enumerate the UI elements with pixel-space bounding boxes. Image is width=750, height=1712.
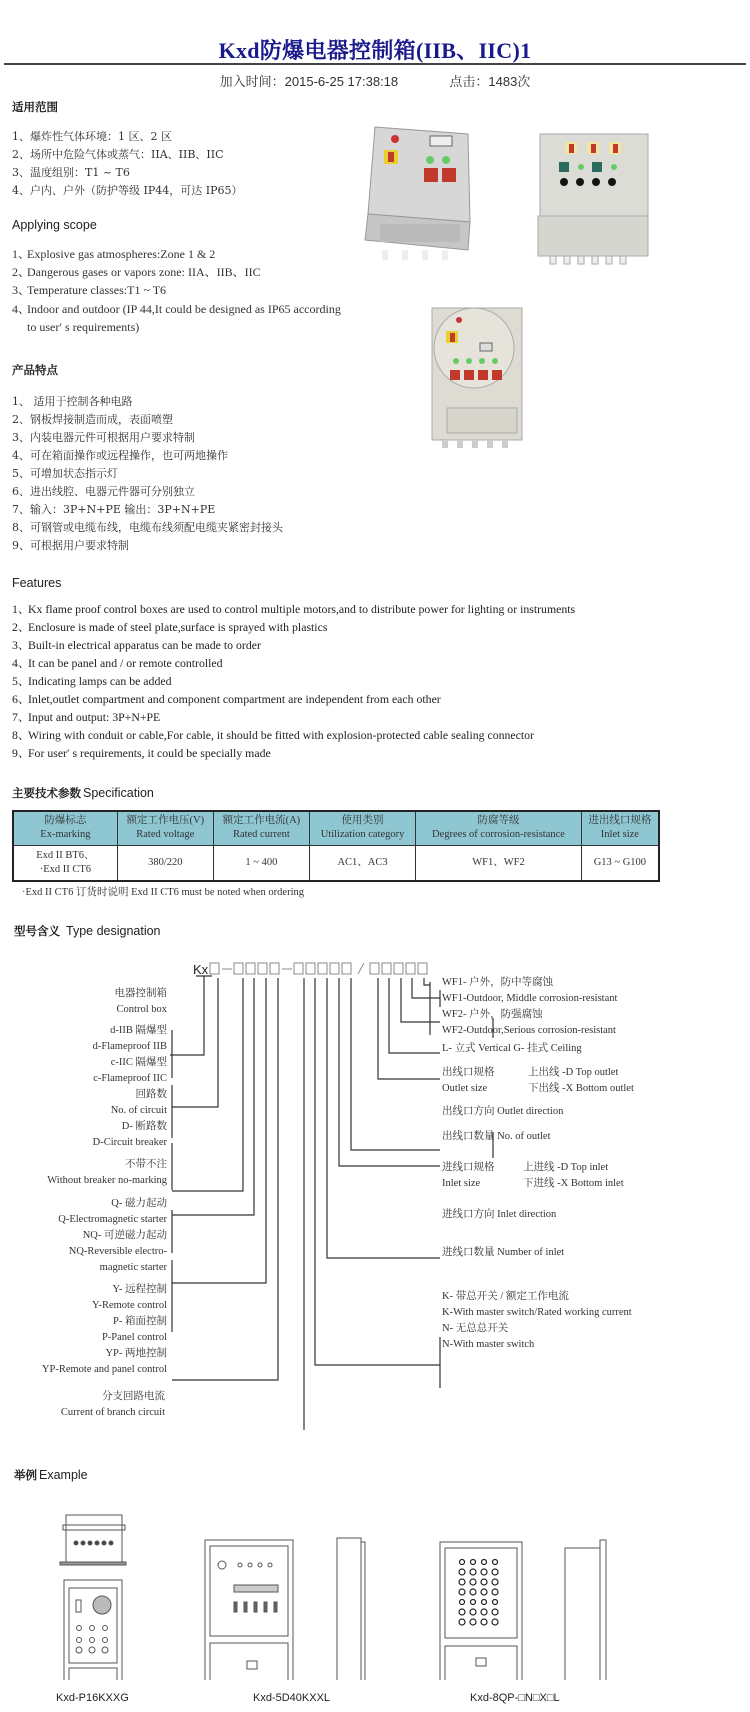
cell-corrosion: WF1、WF2 bbox=[416, 845, 582, 881]
label-flameproof: d-IIB 隔爆型 d-Flameproof IIB c-IIC 隔爆型 c-Flameproof IIC bbox=[92, 1025, 167, 1084]
type-code-boxes bbox=[208, 962, 430, 976]
label-inlet-size: 进线口规格 Inlet size bbox=[442, 1162, 495, 1189]
spec-note: ·Exd II CT6 订货时说明 Exd II CT6 must be noted when ordering bbox=[22, 887, 304, 898]
list-item: 4、 It can be panel and / or remote controlled bbox=[12, 656, 223, 670]
label-control-mode: Y- 远程控制 Y-Remote control P- 箱面控制 P-Panel control YP- 两地控制 YP-Remote and panel control bbox=[41, 1284, 167, 1375]
cell-rated-current: 1 ~ 400 bbox=[213, 845, 309, 881]
list-item: 5、可增加状态指示灯 bbox=[12, 467, 118, 480]
scope-zh-list bbox=[12, 128, 242, 200]
list-item: 9、 For user′ s requirements, it could be specially made bbox=[12, 746, 271, 760]
col-rated-current: 额定工作电流(A) Rated current bbox=[213, 811, 309, 845]
added-time: 2015-6-25 17:38:18 bbox=[284, 74, 399, 89]
product-photo-row bbox=[350, 122, 720, 272]
list-item: 4、可在箱面操作或远程操作，也可两地操作 bbox=[12, 449, 228, 462]
added-label: 加入时间： bbox=[219, 74, 285, 89]
list-item: 3、内装电器元件可根据用户要求特制 bbox=[12, 431, 195, 444]
scope-en-list bbox=[12, 245, 341, 336]
list-item: 9、可根据用户要求特制 bbox=[12, 539, 129, 552]
table-row bbox=[13, 845, 659, 881]
label-mounting: L- 立式 Vertical G- 挂式 Ceiling bbox=[442, 1043, 582, 1054]
label-no-breaker: 不带不注 Without breaker no-marking bbox=[47, 1159, 167, 1186]
example-caption-1: Kxd-P16KXXG bbox=[56, 1692, 129, 1704]
label-circuits: 回路数 No. of circuit D- 断路数 D-Circuit breaker bbox=[92, 1089, 167, 1148]
col-inlet-size: 进出线口规格 Inlet size bbox=[581, 811, 659, 845]
list-item: 6、 Inlet,outlet compartment and component compartment are independent from each other bbox=[12, 692, 441, 706]
list-item: 2、 Dangerous gases or vapors zone: IIA、IIB、IIC bbox=[12, 265, 261, 280]
label-corrosion: WF1- 户外，防中等腐蚀 WF1-Outdoor, Middle corrosion-resistant WF2- 户外，防强腐蚀 WF2-Outdoor,Serious corrosion-resistant bbox=[442, 977, 618, 1036]
example-2-drawing bbox=[205, 1538, 368, 1680]
list-item: 8、 Wiring with conduit or cable,For cable, it should be fitted with explosion-protected cable sealing connector bbox=[12, 728, 534, 742]
label-branch-current: 分支回路电流 Current of branch circuit bbox=[60, 1391, 165, 1418]
product-photo-stainless-box bbox=[365, 127, 470, 260]
cell-ex-marking: Exd II BT6、 ·Exd II CT6 bbox=[13, 845, 117, 881]
list-item: 2、 Enclosure is made of steel plate,surface is sprayed with plastics bbox=[12, 620, 328, 634]
label-outlet-size: 出线口规格 Outlet size bbox=[442, 1067, 495, 1094]
list-item: 1、 Kx flame proof control boxes are used to control multiple motors,and to distribute power for lighting or instruments bbox=[12, 602, 576, 616]
list-item: 3、温度组别：T1 ~ T6 bbox=[12, 166, 130, 179]
article-meta bbox=[0, 71, 750, 90]
label-starter: Q- 磁力起动 Q-Electromagnetic starter NQ- 可逆磁力起动 NQ-Reversible electro- magnetic starter bbox=[58, 1198, 167, 1273]
features-zh-list bbox=[12, 393, 283, 555]
list-item: 1、爆炸性气体环境：1 区、2 区 bbox=[12, 130, 172, 143]
features-en-heading: Features bbox=[12, 576, 62, 590]
type-code-prefix: Kx bbox=[193, 962, 209, 977]
label-control-box: 电器控制箱 Control box bbox=[114, 988, 167, 1015]
label-inlet-count: 进线口数量 Number of inlet bbox=[442, 1247, 565, 1258]
list-item: 4、 Indoor and outdoor (IP 44,It could be designed as IP65 according bbox=[12, 301, 341, 316]
list-item: 3、 Temperature classes:T1 ~ T6 bbox=[12, 283, 167, 298]
page-title: Kxd防爆电器控制箱(IIB、IIC)1 bbox=[218, 38, 532, 63]
features-zh-heading: 产品特点 bbox=[12, 363, 58, 377]
list-item: 8、可钢管或电缆布线，电缆布线须配电缆夹紧密封接头 bbox=[12, 521, 283, 534]
list-item: to user′ s requirements) bbox=[27, 319, 140, 334]
type-code-string bbox=[193, 962, 430, 977]
example-caption-2: Kxd-5D40KXXL bbox=[253, 1692, 331, 1704]
cell-inlet-size: G13 ~ G100 bbox=[581, 845, 659, 881]
product-photo-round-door-box bbox=[412, 298, 542, 458]
col-utilization: 使用类别 Utilization category bbox=[309, 811, 415, 845]
list-item: 2、钢板焊接制造而成，表面喷塑 bbox=[12, 413, 173, 426]
example-caption-3: Kxd-8QP-□N□X□L bbox=[470, 1692, 560, 1704]
clicks-label: 点击： bbox=[449, 74, 489, 89]
list-item: 6、进出线腔、电器元件器可分别独立 bbox=[12, 485, 195, 498]
label-inlet-options: 上进线 -D Top inlet 下进线 -X Bottom inlet bbox=[523, 1162, 624, 1189]
example-1-drawing bbox=[60, 1515, 126, 1680]
features-en-list bbox=[12, 600, 575, 762]
label-inlet-direction: 进线口方向 Inlet direction bbox=[442, 1209, 557, 1220]
example-3-drawing bbox=[437, 1540, 641, 1680]
list-item: 5、 Indicating lamps can be added bbox=[12, 674, 172, 688]
scope-en-heading: Applying scope bbox=[12, 218, 97, 232]
example-heading: 举例 Example bbox=[14, 1468, 88, 1482]
product-photo-grey-box bbox=[538, 134, 648, 264]
list-item: 1、 适用于控制各种电路 bbox=[12, 395, 133, 408]
clicks-value: 1483 bbox=[488, 74, 518, 89]
cell-rated-voltage: 380/220 bbox=[117, 845, 213, 881]
label-master-switch: K- 带总开关 / 额定工作电流 K-With master switch/Rated working current N- 无总总开关 N-With master switch bbox=[442, 1291, 632, 1350]
col-rated-voltage: 额定工作电压(V) Rated voltage bbox=[117, 811, 213, 845]
col-ex-marking: 防爆标志 Ex-marking bbox=[13, 811, 117, 845]
title-divider bbox=[4, 63, 746, 65]
label-outlet-direction: 出线口方向 Outlet direction bbox=[442, 1106, 564, 1117]
label-outlet-options: 上出线 -D Top outlet 下出线 -X Bottom outlet bbox=[528, 1067, 634, 1094]
list-item: 4、户内、户外（防护等级 IP44，可达 IP65） bbox=[12, 184, 243, 197]
spec-table bbox=[12, 810, 660, 882]
col-corrosion: 防腐等级 Degrees of corrosion-resistance bbox=[416, 811, 582, 845]
example-drawings bbox=[0, 1510, 750, 1680]
list-item: 1、 Explosive gas atmospheres:Zone 1 & 2 bbox=[12, 247, 216, 261]
spec-heading: 主要技术参数 Specification bbox=[12, 786, 154, 800]
scope-zh-heading: 适用范围 bbox=[12, 100, 58, 114]
spec-header-row bbox=[13, 811, 659, 845]
label-outlet-count: 出线口数量 No. of outlet bbox=[442, 1131, 551, 1142]
list-item: 3、 Built-in electrical apparatus can be made to order bbox=[12, 638, 261, 652]
list-item: 2、场所中危险气体或蒸气：IIA、IIB、IIC bbox=[12, 148, 224, 161]
list-item: 7、输入：3P+N+PE 输出：3P+N+PE bbox=[12, 503, 216, 516]
list-item: 7、 Input and output: 3P+N+PE bbox=[12, 710, 161, 724]
clicks-unit: 次 bbox=[517, 74, 531, 89]
cell-utilization: AC1、AC3 bbox=[309, 845, 415, 881]
type-heading: 型号含义 Type designation bbox=[14, 924, 161, 938]
